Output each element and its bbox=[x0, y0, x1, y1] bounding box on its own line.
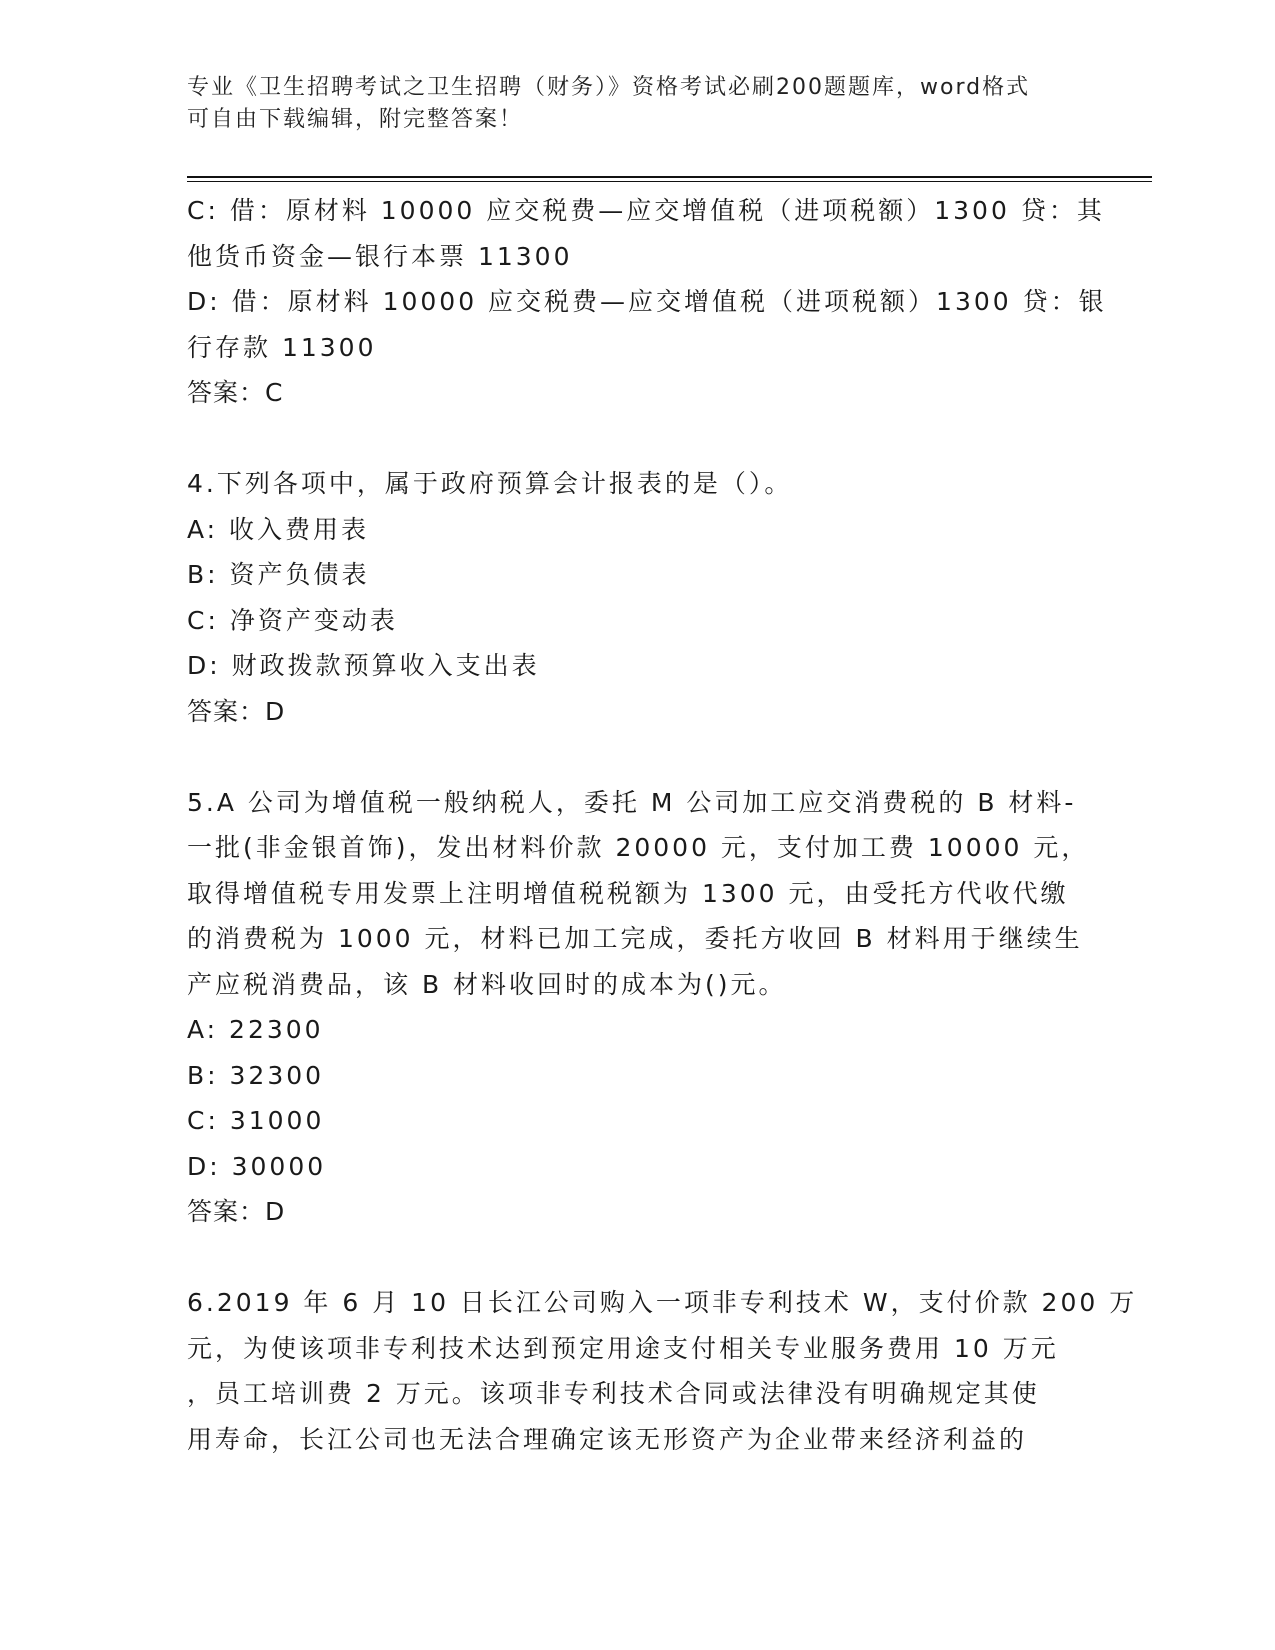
spacer bbox=[187, 734, 1087, 780]
q4-option-a: A: 收入费用表 bbox=[187, 514, 370, 544]
q4-option-d: D: 财政拨款预算收入支出表 bbox=[187, 651, 540, 680]
q4-option-b: B: 资产负债表 bbox=[187, 560, 370, 589]
header-title-line-1: 专业《卫生招聘考试之卫生招聘（财务）》资格考试必刷200题题库，word格式 bbox=[187, 75, 1031, 100]
q6-stem-line-2: 元，为使该项非专利技术达到预定用途支付相关专业服务费用 10 万元 bbox=[187, 1333, 1059, 1363]
document-body bbox=[187, 188, 1138, 1462]
q6-stem-line-4: 用寿命，长江公司也无法合理确定该无形资产为企业带来经济利益的 bbox=[187, 1424, 1028, 1454]
question-5 bbox=[187, 780, 1090, 1235]
q5-stem-line-3: 取得增值税专用发票上注明增值税税额为 1300 元，由受托方代收代缴 bbox=[187, 878, 1069, 908]
q5-stem-line-5: 产应税消费品，该 B 材料收回时的成本为()元。 bbox=[187, 969, 787, 999]
q4-answer: 答案：D bbox=[187, 696, 286, 726]
q5-option-a: A: 22300 bbox=[187, 1015, 324, 1044]
header-rule-thick bbox=[187, 176, 1152, 178]
q5-option-d: D: 30000 bbox=[187, 1151, 327, 1181]
q5-stem-line-1: 5.A 公司为增值税一般纳税人，委托 M 公司加工应交消费税的 B 材料- bbox=[187, 787, 1077, 817]
q3-answer: 答案：C bbox=[187, 378, 284, 407]
q5-answer: 答案：D bbox=[187, 1197, 286, 1226]
q5-stem-line-2: 一批(非金银首饰)，发出材料价款 20000 元，支付加工费 10000 元， bbox=[187, 833, 1090, 862]
header-rule-thin bbox=[187, 181, 1152, 182]
q6-stem-line-3: ，员工培训费 2 万元。该项非专利技术合同或法律没有明确规定其使 bbox=[187, 1379, 1040, 1408]
spacer bbox=[187, 416, 1087, 462]
q4-stem: 4.下列各项中，属于政府预算会计报表的是（）。 bbox=[187, 469, 793, 498]
question-4 bbox=[187, 461, 1087, 734]
header-title-line-2: 可自由下载编辑，附完整答案！ bbox=[187, 107, 524, 132]
q4-option-c: C: 净资产变动表 bbox=[187, 605, 398, 635]
q3-option-c-line-2: 他货币资金—银行本票 11300 bbox=[187, 241, 573, 271]
question-6 bbox=[187, 1280, 1138, 1462]
q5-stem-line-4: 的消费税为 1000 元，材料已加工完成，委托方收回 B 材料用于继续生 bbox=[187, 924, 1083, 953]
page-header bbox=[187, 72, 1067, 136]
q3-option-d-line-1: D: 借：原材料 10000 应交税费—应交增值税（进项税额）1300 贷：银 bbox=[187, 287, 1107, 316]
q5-option-c: C: 31000 bbox=[187, 1106, 325, 1135]
spacer bbox=[187, 1235, 1087, 1281]
q6-stem-line-1: 6.2019 年 6 月 10 日长江公司购入一项非专利技术 W，支付价款 200 万 bbox=[187, 1288, 1138, 1317]
q5-option-b: B: 32300 bbox=[187, 1060, 325, 1090]
question-3-tail bbox=[187, 188, 1107, 416]
q3-option-d-line-2: 行存款 11300 bbox=[187, 332, 377, 362]
q3-option-c-line-1: C: 借：原材料 10000 应交税费—应交增值税（进项税额）1300 贷：其 bbox=[187, 196, 1105, 225]
